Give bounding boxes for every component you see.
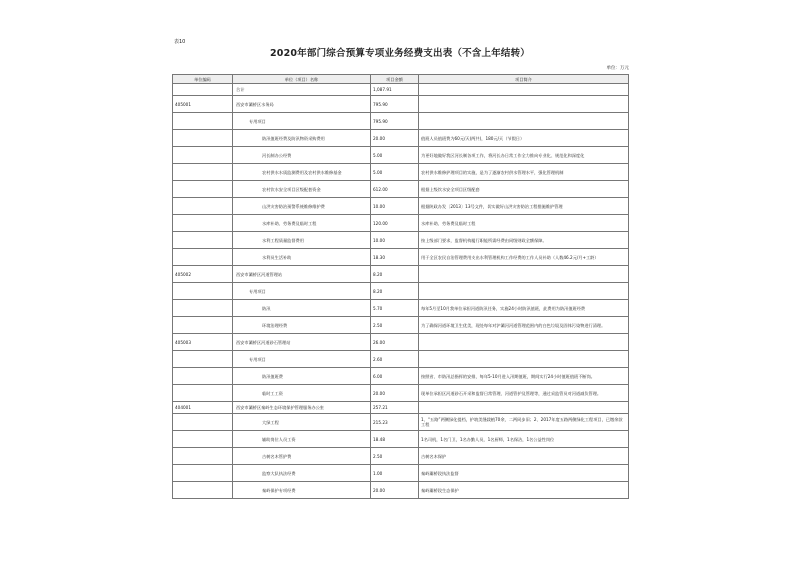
- row-code: [173, 431, 233, 448]
- row-amount: 8.20: [371, 266, 419, 283]
- row-name: 监察大队执法经费: [233, 465, 371, 482]
- row-code: 404001: [173, 402, 233, 414]
- table-row: [173, 414, 629, 431]
- row-name: 水库补助、劳务费及临时工程: [233, 215, 371, 232]
- table-row: [173, 402, 629, 414]
- table-row: [173, 482, 629, 499]
- table-number: 表10: [174, 39, 186, 45]
- row-amount: 795.90: [371, 96, 419, 113]
- row-desc: [419, 84, 629, 96]
- row-amount: 26.00: [371, 334, 419, 351]
- row-name: 农村饮水安全项目区级配套资金: [233, 181, 371, 198]
- row-name: 辅助岗位人员工资: [233, 431, 371, 448]
- row-name: 西安市灞桥区水务局: [233, 96, 371, 113]
- row-amount: 5.00: [371, 164, 419, 181]
- row-amount: 795.90: [371, 113, 419, 130]
- row-name: 临时工工资: [233, 385, 371, 402]
- table-row: [173, 198, 629, 215]
- row-amount: 2.50: [371, 448, 419, 465]
- row-code: [173, 317, 233, 334]
- row-code: [173, 300, 233, 317]
- table-row: [173, 283, 629, 300]
- header-desc: 项目简介: [419, 75, 629, 84]
- table-row: [173, 249, 629, 266]
- row-desc: [419, 266, 629, 283]
- row-amount: 20.00: [371, 385, 419, 402]
- table-row: [173, 334, 629, 351]
- row-desc: 现单位承担区河道砂石开采和监督日常管理、河道管护及管理等，通过采监管员对河道减负管理。: [419, 385, 629, 402]
- row-code: [173, 283, 233, 300]
- row-code: 405003: [173, 334, 233, 351]
- row-amount: 18.48: [371, 431, 419, 448]
- unit-label: 单位：万元: [606, 66, 629, 71]
- row-desc: [419, 113, 629, 130]
- row-desc: [419, 283, 629, 300]
- row-amount: 1.00: [371, 465, 419, 482]
- row-amount: 18.30: [371, 249, 419, 266]
- row-name: 山洪灾害防治预警系统维修维护费: [233, 198, 371, 215]
- row-desc: 每年5月至10月我单位承担河道防汛任务，实施24小时防汛值班，此费用为防汛值班经费: [419, 300, 629, 317]
- table-row: [173, 266, 629, 283]
- row-desc: 按上级部门要求，监督机构履行职能所需经费由同级财政全额保障。: [419, 232, 629, 249]
- table-row: [173, 431, 629, 448]
- row-code: [173, 482, 233, 499]
- row-name: 农村供水水质监测费用及农村供水维修基金: [233, 164, 371, 181]
- row-desc: 用于全区农民自治管理费用支出水利管理机构工作经费的工作人员补助（人数46.2元/月+工龄）: [419, 249, 629, 266]
- row-amount: 5.70: [371, 300, 419, 317]
- row-name: 古树名木管护费: [233, 448, 371, 465]
- row-code: [173, 130, 233, 147]
- table-row: [173, 448, 629, 465]
- row-amount: 612.00: [371, 181, 419, 198]
- header-amount: 项目金额: [371, 75, 419, 84]
- row-name: 水利员生活补助: [233, 249, 371, 266]
- row-code: [173, 368, 233, 385]
- row-code: [173, 249, 233, 266]
- row-name: 防汛值班经费及防汛物资采购费用: [233, 130, 371, 147]
- table-row: [173, 232, 629, 249]
- row-desc: 为了确保河道环境卫生优美，现处每年对沪灞河河道管理范围内的白色垃圾及固体污染物进行清理。: [419, 317, 629, 334]
- row-desc: 为更好地做好我区河长制各项工作，将河长办日常工作全力推向专业化、规范化和深度化: [419, 147, 629, 164]
- row-desc: [419, 351, 629, 368]
- table-row: [173, 96, 629, 113]
- table-row: [173, 130, 629, 147]
- row-desc: 水库补助、劳务费及临时工程: [419, 215, 629, 232]
- row-desc: 秦岭灞桥段执法监督: [419, 465, 629, 482]
- row-amount: 1,087.91: [371, 84, 419, 96]
- table-row: [173, 300, 629, 317]
- table-row: [173, 164, 629, 181]
- header-name: 单位（项目）名称: [233, 75, 371, 84]
- row-desc: 古树名木保护: [419, 448, 629, 465]
- row-name: 西安市灞桥区河道管理站: [233, 266, 371, 283]
- row-amount: 6.00: [371, 368, 419, 385]
- row-code: [173, 164, 233, 181]
- table-row: [173, 385, 629, 402]
- row-name: 合计: [233, 84, 371, 96]
- row-desc: 根据陕政办发〔2013〕13号文件，切实做好山洪灾害防治工程措施维护管理: [419, 198, 629, 215]
- table-row: [173, 113, 629, 130]
- row-code: [173, 84, 233, 96]
- row-amount: 215.23: [371, 414, 419, 431]
- table-row: [173, 351, 629, 368]
- table-row: [173, 317, 629, 334]
- row-desc: 秦岭灞桥段生态保护: [419, 482, 629, 499]
- row-amount: 2.60: [371, 351, 419, 368]
- row-code: [173, 181, 233, 198]
- row-name: 西安市灞桥区河道砂石管理站: [233, 334, 371, 351]
- row-name: 环境治理经费: [233, 317, 371, 334]
- table-row: [173, 84, 629, 96]
- table-row: [173, 215, 629, 232]
- budget-table: [172, 74, 629, 499]
- row-desc: 根据上级饮水安全项目区级配套: [419, 181, 629, 198]
- header-code: 单位编码: [173, 75, 233, 84]
- table-row: [173, 368, 629, 385]
- row-code: [173, 147, 233, 164]
- row-code: [173, 448, 233, 465]
- row-name: 河长制办公经费: [233, 147, 371, 164]
- row-code: [173, 198, 233, 215]
- row-amount: 5.00: [371, 147, 419, 164]
- row-desc: [419, 96, 629, 113]
- row-name: 大绿工程: [233, 414, 371, 431]
- row-code: [173, 385, 233, 402]
- row-amount: 20.00: [371, 130, 419, 147]
- row-name: 秦岭保护专项经费: [233, 482, 371, 499]
- table-row: [173, 181, 629, 198]
- row-code: [173, 465, 233, 482]
- row-code: [173, 232, 233, 249]
- row-amount: 2.50: [371, 317, 419, 334]
- row-code: [173, 215, 233, 232]
- row-amount: 10.00: [371, 198, 419, 215]
- row-amount: 120.00: [371, 215, 419, 232]
- table-row: [173, 147, 629, 164]
- row-amount: 10.00: [371, 232, 419, 249]
- row-desc: 1、“五路”两侧绿化提档，护坡美缝栽植70余，二两同步旧；2、2017年度五路两侧绿化工程项目，已缴余款工程: [419, 414, 629, 431]
- row-amount: 8.20: [371, 283, 419, 300]
- table-header-row: [173, 75, 629, 84]
- row-name: 水利工程质量监督费用: [233, 232, 371, 249]
- row-code: [173, 414, 233, 431]
- row-desc: [419, 402, 629, 414]
- row-name: 专用项目: [233, 113, 371, 130]
- row-name: 防汛: [233, 300, 371, 317]
- row-name: 防汛值班费: [233, 368, 371, 385]
- row-amount: 257.21: [371, 402, 419, 414]
- row-desc: [419, 334, 629, 351]
- row-desc: 按照省、市防汛总指挥的安排，每年5-10月进入汛期值班，期间实行24小时值班值班不断岗。: [419, 368, 629, 385]
- row-code: 405001: [173, 96, 233, 113]
- table-row: [173, 465, 629, 482]
- row-name: 专用项目: [233, 283, 371, 300]
- row-name: 西安市灞桥区秦岭生态环境保护管理服务办公室: [233, 402, 371, 414]
- page-title: 2020年部门综合预算专项业务经费支出表（不含上年结转）: [269, 48, 531, 59]
- row-desc: 1名司机，1名门卫，1名办勤人员，1名厨师，1名保洁，1名公益性岗位: [419, 431, 629, 448]
- row-desc: 农村供水维修护理项目的实施，是为了逐渐农村供水管理水平，强化管理机制: [419, 164, 629, 181]
- row-name: 专用项目: [233, 351, 371, 368]
- row-code: [173, 113, 233, 130]
- row-code: 405002: [173, 266, 233, 283]
- row-amount: 20.00: [371, 482, 419, 499]
- row-code: [173, 351, 233, 368]
- row-desc: 值班人员值班费为60元/天(两共)，180元/天（节假日）: [419, 130, 629, 147]
